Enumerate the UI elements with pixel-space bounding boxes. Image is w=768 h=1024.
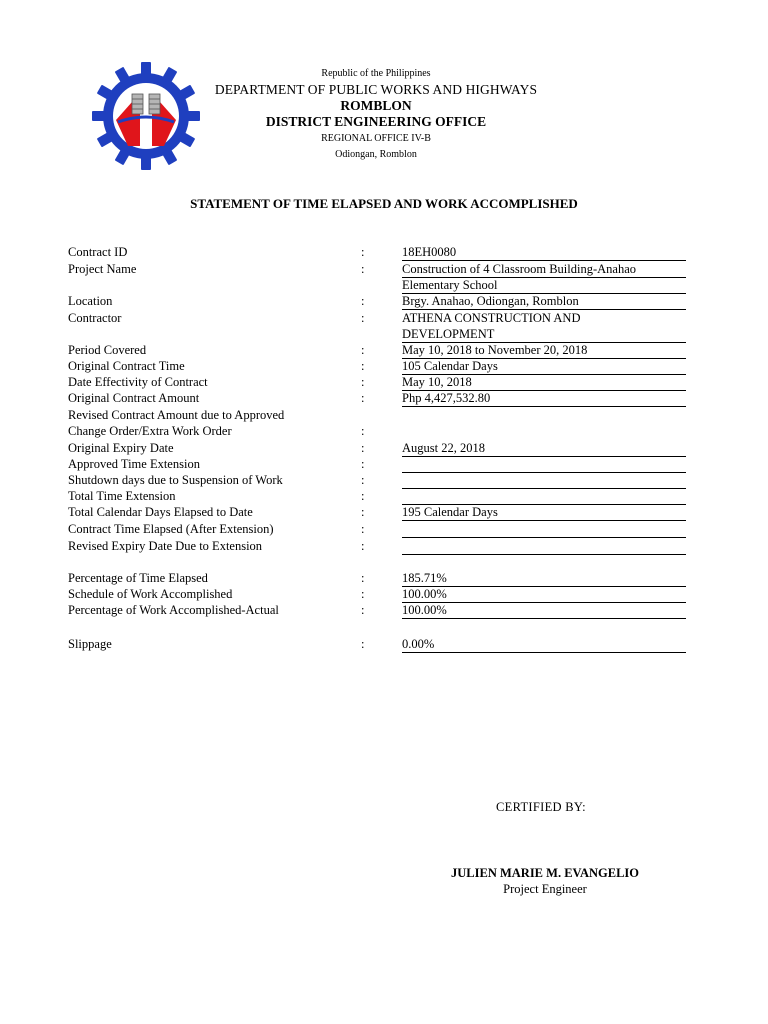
field-value: August 22, 2018 [402,441,686,457]
field-label: Location [68,294,113,308]
office-name: DISTRICT ENGINEERING OFFICE [265,114,487,129]
field-separator: : [361,473,365,487]
field-label-line1: Revised Contract Amount due to Approved [68,408,285,422]
field-label: Revised Expiry Date Due to Extension [68,539,263,553]
field-value: 195 Calendar Days [402,505,686,521]
field-separator: : [361,571,365,585]
regional-office: REGIONAL OFFICE IV-B [321,133,431,144]
field-label: Total Calendar Days Elapsed to Date [68,505,253,519]
field-separator: : [361,457,365,471]
field-value-line2: Elementary School [402,278,686,294]
field-value-line1: Construction of 4 Classroom Building-Anahao [402,262,686,278]
field-label: Original Contract Amount [68,391,200,405]
field-label: Percentage of Time Elapsed [68,571,208,585]
field-value [402,457,686,473]
field-separator: : [361,587,365,601]
field-separator: : [361,505,365,519]
field-label: Percentage of Work Accomplished-Actual [68,603,279,617]
field-label-line2: Change Order/Extra Work Order [68,424,232,438]
field-value [402,473,686,489]
field-label: Period Covered [68,343,147,357]
field-label: Project Name [68,262,137,276]
field-separator: : [361,311,365,325]
field-value [402,539,686,555]
field-label: Date Effectivity of Contract [68,375,208,389]
field-label: Schedule of Work Accomplished [68,587,233,601]
field-label: Original Contract Time [68,359,185,373]
field-separator: : [361,294,365,308]
signatory-position: Project Engineer [503,882,587,896]
field-separator: : [361,637,365,651]
field-value: May 10, 2018 to November 20, 2018 [402,343,686,359]
department-name: DEPARTMENT OF PUBLIC WORKS AND HIGHWAYS [214,82,538,97]
field-separator: : [361,343,365,357]
field-value: 18EH0080 [402,245,686,261]
field-value: Brgy. Anahao, Odiongan, Romblon [402,294,686,310]
field-label: Contract ID [68,245,128,259]
field-label: Contractor [68,311,122,325]
field-separator: : [361,539,365,553]
field-label: Total Time Extension [68,489,176,503]
certified-by-label: CERTIFIED BY: [496,800,586,814]
field-value-line1: ATHENA CONSTRUCTION AND [402,311,581,325]
field-value: May 10, 2018 [402,375,686,391]
field-separator: : [361,262,365,276]
republic-text: Republic of the Philippines [321,68,431,79]
field-separator: : [361,375,365,389]
field-value: 185.71% [402,571,686,587]
field-separator: : [361,441,365,455]
field-label: Approved Time Extension [68,457,200,471]
field-label: Contract Time Elapsed (After Extension) [68,522,274,536]
field-label: Original Expiry Date [68,441,174,455]
field-value: 0.00% [402,637,686,653]
field-value [402,489,686,505]
field-separator: : [361,424,365,438]
field-label: Slippage [68,637,112,651]
field-value [402,522,686,538]
field-separator: : [361,245,365,259]
document-title: STATEMENT OF TIME ELAPSED AND WORK ACCOMPLISHED [190,196,578,211]
field-separator: : [361,603,365,617]
field-value-line2: DEVELOPMENT [402,327,686,343]
field-value: 100.00% [402,603,686,619]
field-value: 105 Calendar Days [402,359,686,375]
field-value: Php 4,427,532.80 [402,391,686,407]
field-separator: : [361,359,365,373]
field-label: Shutdown days due to Suspension of Work [68,473,283,487]
field-separator: : [361,489,365,503]
field-separator: : [361,522,365,536]
office-city: Odiongan, Romblon [335,149,417,160]
field-separator: : [361,391,365,405]
signatory-name: JULIEN MARIE M. EVANGELIO [451,866,639,880]
field-value [402,424,686,439]
field-value: 100.00% [402,587,686,603]
province-name: ROMBLON [340,98,412,113]
